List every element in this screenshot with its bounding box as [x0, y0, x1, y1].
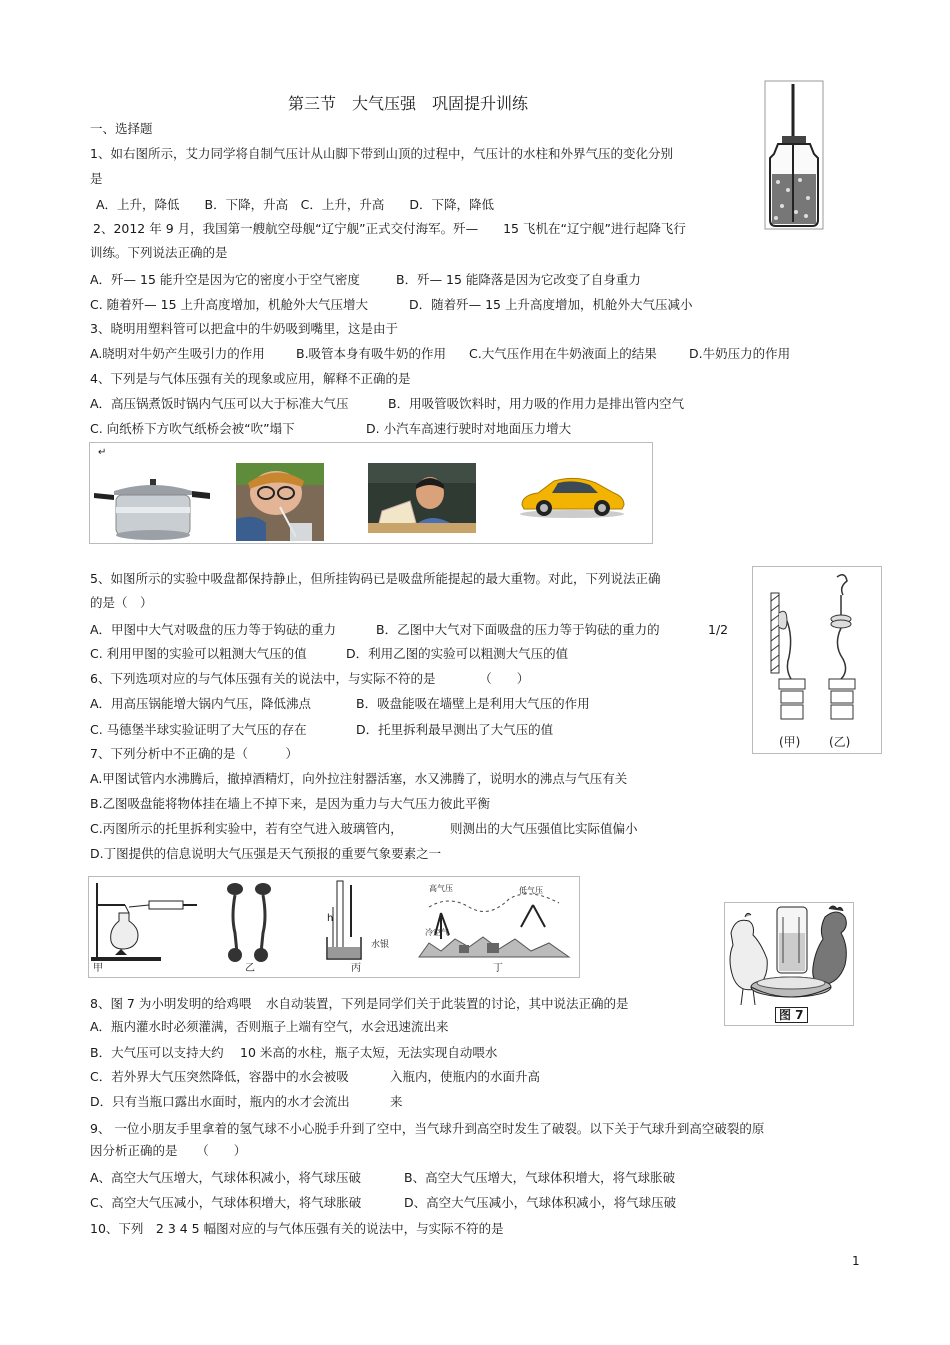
q7-label-jia: 甲: [93, 963, 103, 974]
q9-option-b: B、高空大气压增大，气球体积增大，将气球胀破: [404, 1170, 676, 1185]
q6-option-b: B．吸盘能吸在墙壁上是利用大气压的作用: [356, 696, 590, 711]
q1-stem-line1: 1、如右图所示，艾力同学将自制气压计从山脚下带到山顶的过程中，气压计的水柱和外界气压的变化分别: [90, 146, 673, 161]
chicken-feeder-drawing: [725, 903, 853, 1009]
paper-bridge-photo: [368, 463, 476, 533]
q7-label-cold-air: 冷空气: [425, 928, 449, 937]
q2-stem-line2: 训练。下列说法正确的是: [90, 245, 228, 260]
q2-option-d: D．随着歼— 15 上升高度增加，机舱外大气压减小: [409, 297, 693, 312]
q2-option-a: A．歼— 15 能升空是因为它的密度小于空气密度: [90, 272, 360, 287]
suction-cup-drawing: [753, 567, 881, 727]
q3-option-d: D.牛奶压力的作用: [689, 346, 791, 361]
q8-option-a: A．瓶内灌水时必须灌满，否则瓶子上端有空气，水会迅速流出来: [90, 1019, 449, 1034]
q7-drawings: [89, 877, 579, 963]
q4-photo-strip: [89, 442, 653, 544]
q4-option-b: B．用吸管吸饮料时，用力吸的作用力是排出管内空气: [388, 396, 685, 411]
q5-option-b: B．乙图中大气对下面吸盘的压力等于钩砝的重力的: [376, 622, 660, 637]
q4-stem: 4、下列是与气体压强有关的现象或应用，解释不正确的是: [90, 371, 411, 386]
chicken-feeder-figure: [724, 902, 854, 1026]
q7-option-a: A.甲图试管内水沸腾后，撤掉酒精灯，向外拉注射器活塞，水又沸腾了，说明水的沸点与气压有关: [90, 771, 628, 786]
q4-option-d: D. 小汽车高速行驶时对地面压力增大: [366, 421, 572, 436]
figure-7-label: 图 7: [775, 1007, 808, 1023]
suction-figure-label-yi: (乙): [829, 735, 851, 749]
q7-label-bing: 丙: [351, 963, 361, 974]
q4-option-c: C. 向纸桥下方吹气纸桥会被“吹”塌下: [90, 421, 295, 436]
figure-paragraph-mark: ↵: [98, 447, 107, 458]
q6-stem: 6、下列选项对应的与气体压强有关的说法中，与实际不符的是 （ ）: [90, 671, 530, 686]
title-section: 第三节: [288, 94, 337, 113]
q2-option-c: C. 随着歼— 15 上升高度增加，机舱外大气压增大: [90, 297, 369, 312]
q5-stem-line2: 的是（ ）: [90, 595, 153, 610]
q2-stem-line1: 2、2012 年 9 月，我国第一艘航空母舰“辽宁舰”正式交付海军。歼— 15 飞机在“辽宁舰”进行起降飞行: [93, 221, 686, 236]
q7-option-b: B.乙图吸盘能将物体挂在墙上不掉下来，是因为重力与大气压力彼此平衡: [90, 796, 491, 811]
q6-option-c: C. 马德堡半球实验证明了大气压的存在: [90, 722, 307, 737]
q7-label-yi: 乙: [245, 963, 255, 974]
suction-cup-figure: [752, 566, 882, 754]
q9-stem-line2: 因分析正确的是 （ ）: [90, 1143, 247, 1158]
q3-option-b: B.吸管本身有吸牛奶的作用: [296, 346, 447, 361]
q4-option-a: A．高压锅煮饭时锅内气压可以大于标准大气压: [90, 396, 349, 411]
q8-option-d-part1: D．只有当瓶口露出水面时，瓶内的水才会流出: [90, 1094, 350, 1109]
q5-stem-line1: 5、如图所示的实验中吸盘都保持静止，但所挂钩码已是吸盘所能提起的最大重物。对此，下列说法正确: [90, 571, 661, 586]
section-heading: 一、选择题: [90, 121, 153, 136]
q8-option-d-part2: 来: [390, 1094, 403, 1109]
q5-option-a: A．甲图中大气对吸盘的压力等于钩砝的重力: [90, 622, 337, 637]
q7-figure-strip: [88, 876, 580, 978]
q8-stem-part1: 8、图 7 为小明发明的给鸡喂: [90, 996, 252, 1011]
title-topic: 大气压强: [352, 94, 417, 113]
q2-option-b: B．歼— 15 能降落是因为它改变了自身重力: [396, 272, 641, 287]
q10-stem: 10、下列 2 3 4 5 幅图对应的与气体压强有关的说法中，与实际不符的是: [90, 1221, 504, 1236]
q7-stem: 7、下列分析中不正确的是（ ）: [90, 746, 298, 761]
pressure-cooker-photo: [92, 473, 212, 543]
q7-option-c-part1: C.丙图所示的托里拆利实验中，若有空气进入玻璃管内，: [90, 821, 403, 836]
q9-option-d: D、高空大气压减小，气球体积减小，将气球压破: [404, 1195, 677, 1210]
q8-option-c-part1: C．若外界大气压突然降低，容器中的水会被吸: [90, 1069, 349, 1084]
q7-label-low-pressure: 低气压: [519, 886, 543, 895]
q7-label-h: h: [327, 913, 334, 924]
q8-option-b: B．大气压可以支持大约 10 米高的水柱，瓶子太短，无法实现自动喂水: [90, 1045, 498, 1060]
q9-stem-line1: 9、 一位小朋友手里拿着的氢气球不小心脱手升到了空中，当气球升到高空时发生了破裂。以下关于气球升到高空破裂的原: [90, 1121, 765, 1136]
q3-option-a: A.晓明对牛奶产生吸引力的作用: [90, 346, 265, 361]
sports-car-photo: [516, 471, 628, 519]
q7-option-c-part2: 则测出的大气压强值比实际值偏小: [450, 821, 638, 836]
q7-label-mercury: 水银: [371, 940, 390, 950]
q9-option-c: C、高空大气压减小，气球体积增大，将气球胀破: [90, 1195, 362, 1210]
q7-label-ding: 丁: [493, 963, 503, 974]
q1-options: A．上升，降低 B．下降，升高 C．上升，升高 D．下降，降低: [96, 197, 494, 212]
q7-option-d: D.丁图提供的信息说明大气压强是天气预报的重要气象要素之一: [90, 846, 442, 861]
suction-figure-label-jia: (甲): [779, 735, 801, 749]
page-title: [288, 94, 544, 114]
q9-option-a: A、高空大气压增大，气球体积减小，将气球压破: [90, 1170, 362, 1185]
page-number: 1: [852, 1254, 860, 1268]
q7-label-high-pressure: 高气压: [429, 884, 453, 893]
q6-option-d: D．托里拆利最早测出了大气压的值: [356, 722, 554, 737]
q5-option-c: C. 利用甲图的实验可以粗测大气压的值: [90, 646, 307, 661]
q8-stem-part2: 水自动装置，下列是同学们关于此装置的讨论，其中说法正确的是: [266, 996, 629, 1011]
q5-option-b-tail: 1/2: [708, 622, 729, 637]
q3-option-c: C.大气压作用在牛奶液面上的结果: [469, 346, 657, 361]
barometer-bottle-figure: [764, 80, 824, 230]
q6-option-a: A．用高压锅能增大锅内气压，降低沸点: [90, 696, 312, 711]
title-sub: 巩固提升训练: [432, 94, 529, 113]
drinking-straw-photo: [236, 463, 324, 541]
q1-stem-line2: 是: [90, 171, 103, 186]
q5-option-d: D．利用乙图的实验可以粗测大气压的值: [346, 646, 569, 661]
q8-option-c-part2: 入瓶内，使瓶内的水面升高: [390, 1069, 541, 1084]
q3-stem: 3、晓明用塑料管可以把盒中的牛奶吸到嘴里，这是由于: [90, 321, 398, 336]
